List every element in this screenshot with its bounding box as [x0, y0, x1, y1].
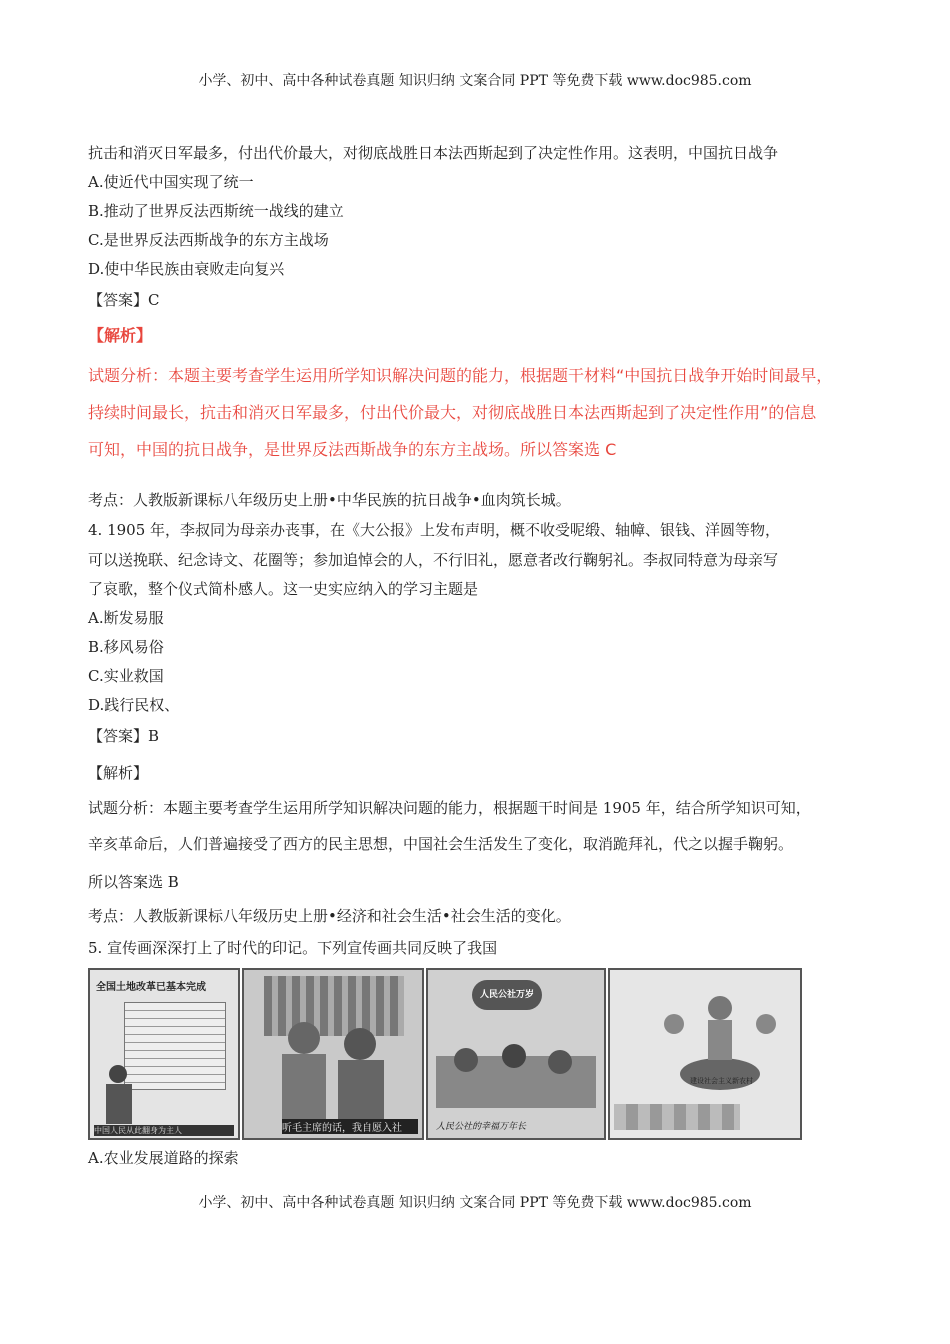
farmer-figure-icon — [94, 1060, 144, 1130]
q4-option-d: D.践行民权、 — [88, 696, 180, 714]
poster-1-caption: 中国人民从此翻身为主人 — [94, 1125, 234, 1136]
q3-stem: 抗击和消灭日军最多，付出代价最大，对彻底战胜日本法西斯起到了决定性作用。这表明，中国抗日战争 — [88, 144, 779, 162]
q3-analysis-title: 【解析】 — [88, 326, 153, 345]
q4-analysis-title: 【解析】 — [88, 764, 149, 782]
q4-kaodian: 考点：人教版新课标八年级历史上册•经济和社会生活•社会生活的变化。 — [88, 907, 571, 925]
q4-analysis-line-3: 所以答案选 B — [88, 873, 179, 891]
q3-option-a: A.使近代中国实现了统一 — [88, 173, 254, 191]
q4-option-b: B.移风易俗 — [88, 638, 164, 656]
q3-option-b: B.推动了世界反法西斯统一战线的建立 — [88, 202, 344, 220]
poster-1-title: 全国土地改革已基本完成 — [96, 982, 206, 993]
q3-option-d: D.使中华民族由衰败走向复兴 — [88, 260, 285, 278]
q4-stem-line-3: 了哀歌，整个仪式简朴感人。这一史实应纳入的学习主题是 — [88, 580, 479, 598]
q3-option-c: C.是世界反法西斯战争的东方主战场 — [88, 231, 329, 249]
q4-analysis-line-2: 辛亥革命后，人们普遍接受了西方的民主思想，中国社会生活发生了变化，取消跪拜礼，代之以握手鞠躬。 — [88, 835, 794, 853]
poster-3-caption: 人民公社的幸福万年长 — [436, 1122, 527, 1132]
q5-stem: 5. 宣传画深深打上了时代的印记。下列宣传画共同反映了我国 — [88, 939, 498, 957]
poster-peoples-commune — [426, 968, 606, 1140]
poster-join-cooperative — [242, 968, 424, 1140]
poster-3-title: 人民公社万岁 — [472, 980, 542, 1010]
poster-4-caption: 建设社会主义新农村 — [690, 1077, 753, 1085]
villagers-figures-icon — [264, 1010, 404, 1120]
q3-analysis-line-1: 试题分析：本题主要考查学生运用所学知识解决问题的能力，根据题干材料“中国抗日战争开始时间最早， — [88, 366, 833, 385]
poster-2-caption: 听毛主席的话，我自愿入社 — [282, 1119, 418, 1134]
q5-option-a: A.农业发展道路的探索 — [88, 1149, 239, 1167]
q4-analysis-line-1: 试题分析：本题主要考查学生运用所学知识解决问题的能力，根据题干时间是 1905 年，结合所学知识可知， — [88, 799, 811, 817]
page-footer: 小学、初中、高中各种试卷真题 知识归纳 文案合同 PPT 等免费下载 www.doc985.com — [198, 1195, 752, 1211]
q4-answer: 【答案】B — [88, 727, 160, 745]
q3-analysis-line-3: 可知，中国的抗日战争，是世界反法西斯战争的东方主战场。所以答案选 C — [88, 440, 617, 459]
q3-analysis-line-2: 持续时间最长，抗击和消灭日军最多，付出代价最大，对彻底战胜日本法西斯起到了决定性作用”的信息 — [88, 403, 817, 422]
blurred-watermark — [614, 1104, 740, 1130]
q4-option-c: C.实业救国 — [88, 667, 164, 685]
propaganda-posters — [88, 964, 800, 1140]
q3-answer: 【答案】C — [88, 291, 160, 309]
poster-land-reform — [88, 968, 240, 1140]
q4-option-a: A.断发易服 — [88, 609, 164, 627]
poster-socialist-countryside — [608, 968, 802, 1140]
crowd-figures-icon — [436, 1016, 596, 1108]
q4-stem-line-1: 4. 1905 年，李叔同为母亲办丧事，在《大公报》上发布声明，概不收受呢缎、轴幛、银钱、洋圆等物， — [88, 521, 781, 539]
q3-kaodian: 考点：人教版新课标八年级历史上册•中华民族的抗日战争•血肉筑长城。 — [88, 491, 571, 509]
page-header: 小学、初中、高中各种试卷真题 知识归纳 文案合同 PPT 等免费下载 www.doc985.com — [198, 73, 752, 89]
q4-stem-line-2: 可以送挽联、纪念诗文、花圈等；参加追悼会的人，不行旧礼，愿意者改行鞠躬礼。李叔同特意为母亲写 — [88, 551, 779, 569]
